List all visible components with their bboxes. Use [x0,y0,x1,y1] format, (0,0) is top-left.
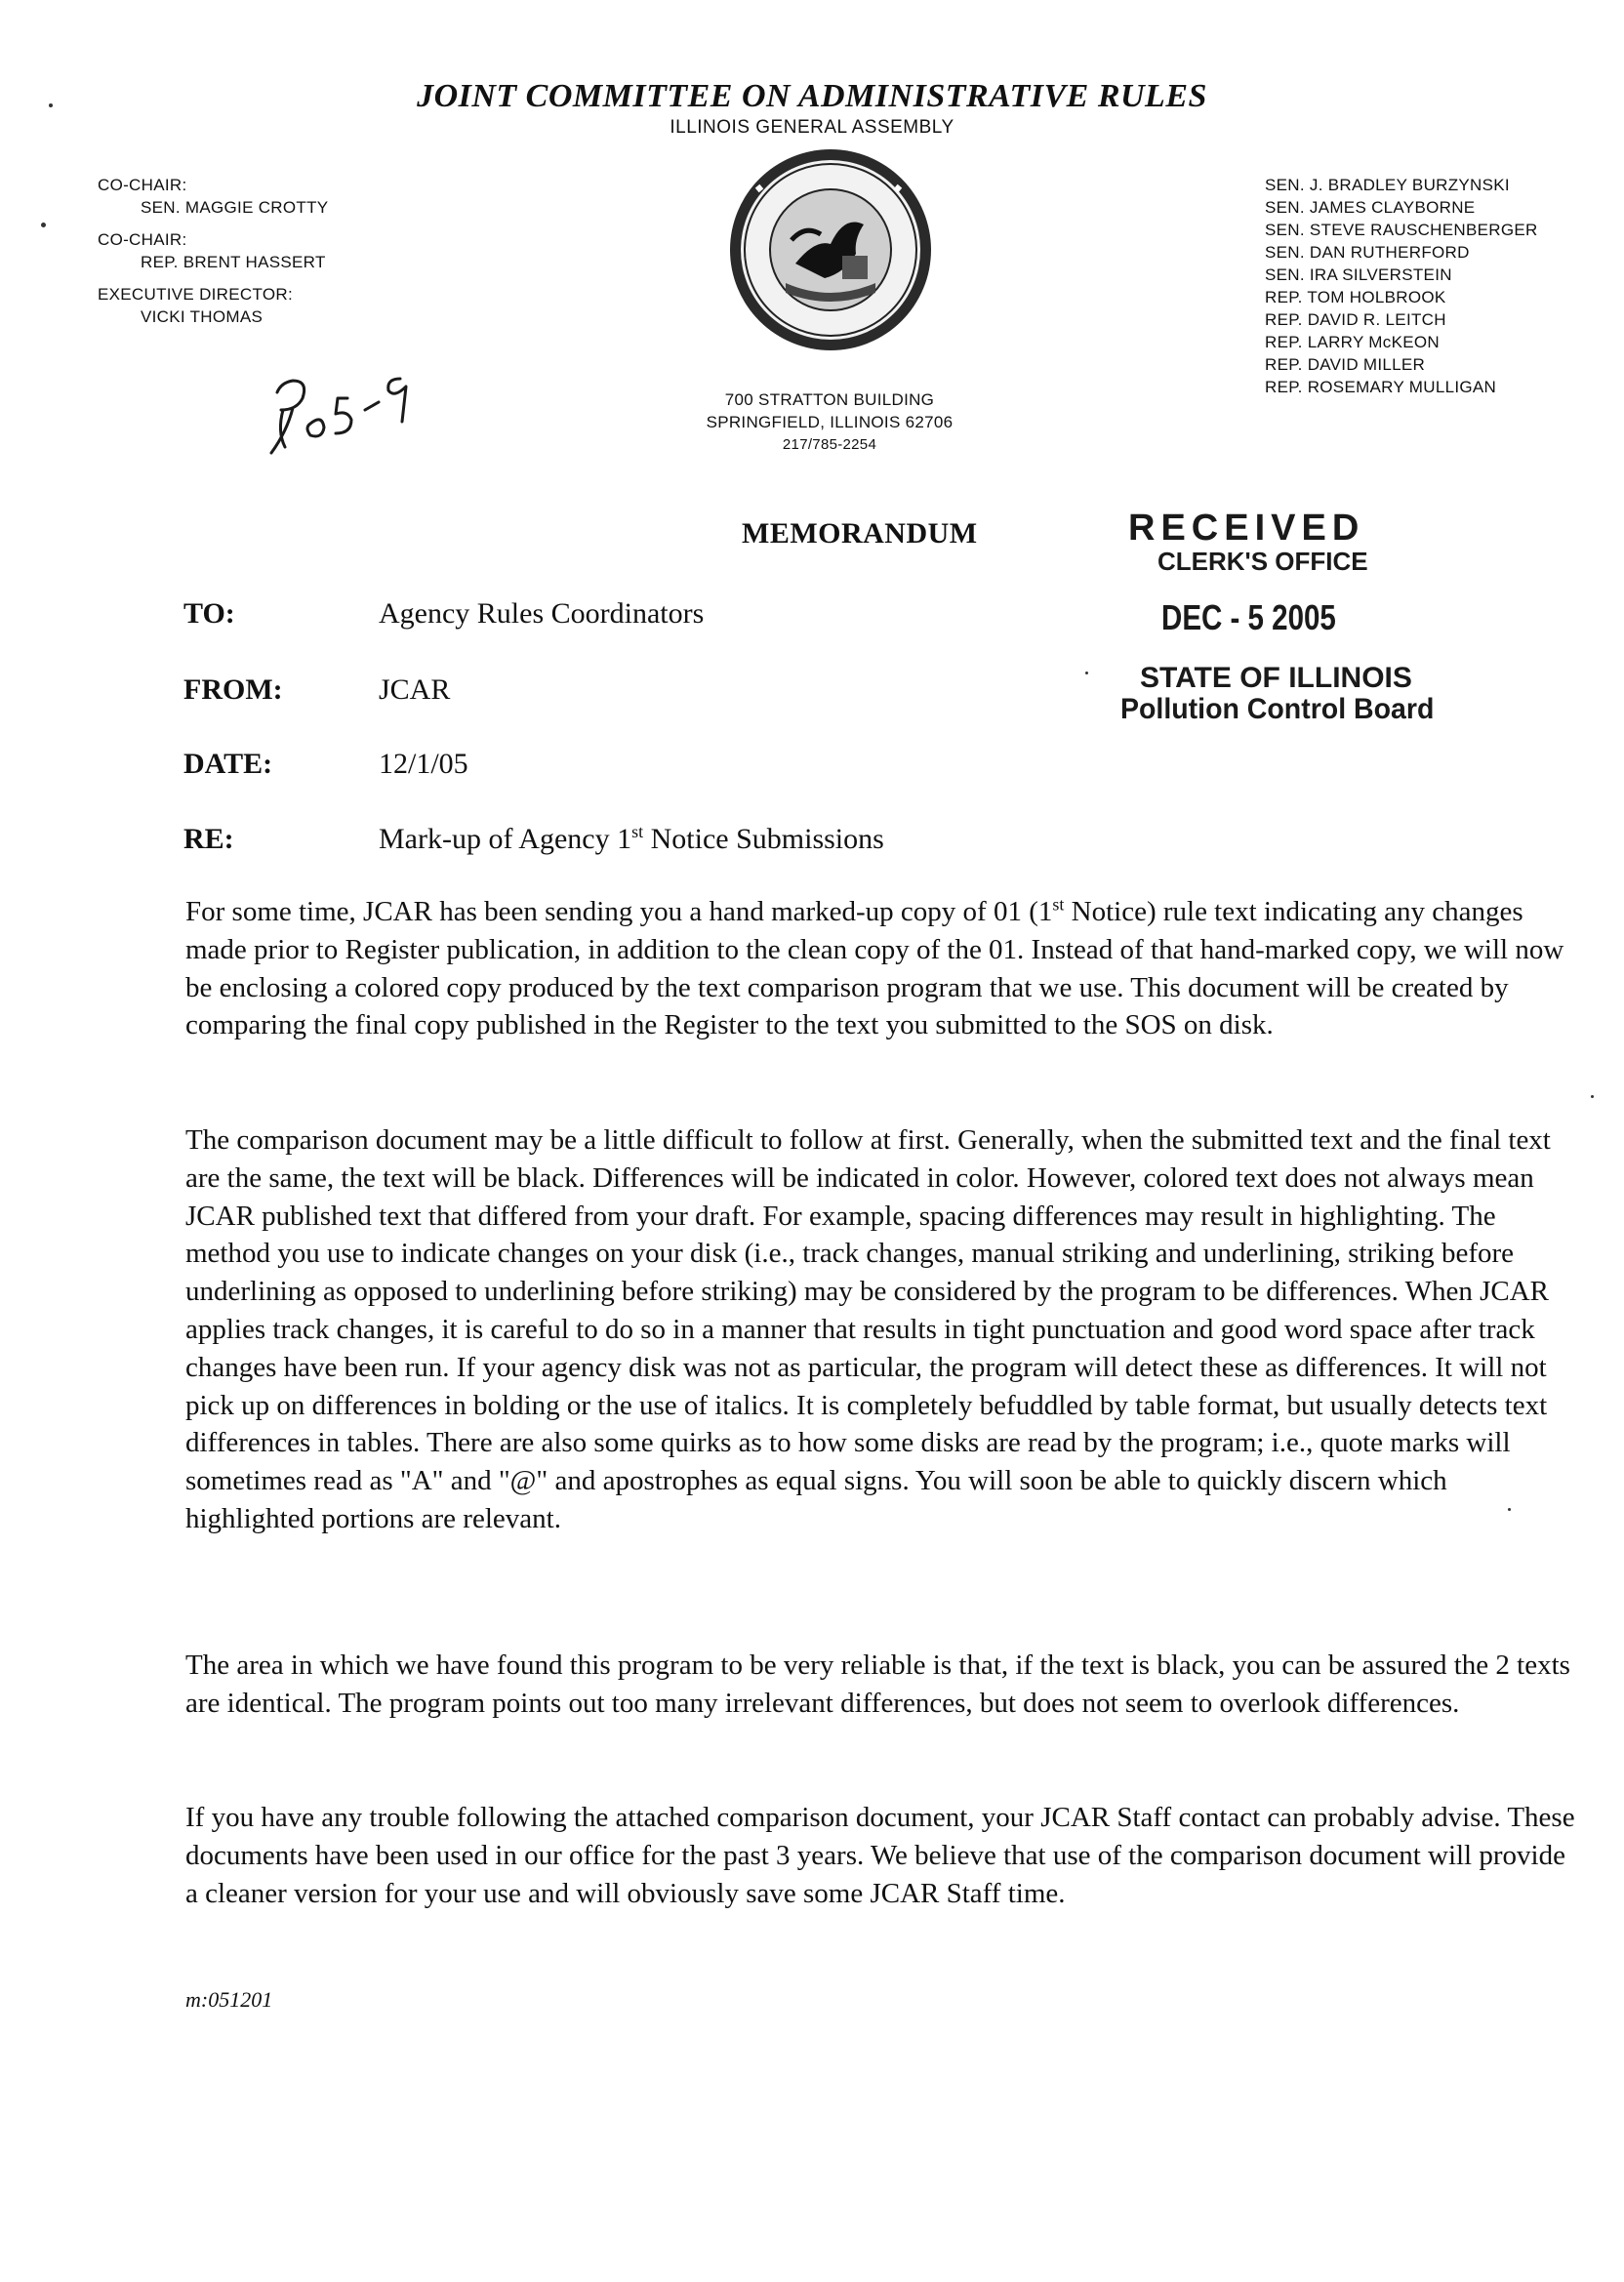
received-stamp [1120,508,1452,732]
state-seal-icon [727,146,934,353]
scan-speck [1508,1508,1511,1511]
member-name: SEN. J. BRADLEY BURZYNSKI [1265,176,1510,194]
stamp-received: RECEIVED [1128,508,1365,549]
stamp-office: CLERK'S OFFICE [1157,547,1368,576]
paragraph-text: Notice) rule text indicating any changes made prior to Register publication, in addition to the clean copy of the 01. Instead of that hand-marked copy, we will now be enclosing a colored copy produced by the text comparison program that we use. This document will be created by comparing the final copy published in the Register to the text you submitted to the SOS on disk. [185,896,1564,1041]
re-text: Mark-up of Agency 1 [379,823,632,855]
paragraph-text: For some time, JCAR has been sending you a hand marked-up copy of 01 (1 [185,896,1053,927]
member-name: REP. DAVID R. LEITCH [1265,310,1446,329]
member-name: REP. DAVID MILLER [1265,355,1426,374]
body-paragraph: The comparison document may be a little difficult to follow at first. Generally, when the submitted text and the final text are the same, the text will be black. Differences will be indicated in color. However, colored text does not always mean JCAR published text that differed from your draft. For example, spacing differences may result in highlighting. The method you use to indicate changes on your disk (i.e., track changes, manual striking and underlining, striking before underlining as opposed to underlining before striking) may be considered by the program to be differences. When JCAR applies track changes, it is careful to do so in a manner that results in tight punctuation and good word space after track changes have been run. If your agency disk was not as particular, the program will detect these as differences. It will not pick up on differences in bolding or the use of italics. It is completely befuddled by table format, but usually detects text differences in tables. There are also some quirks as to how some disks are read by the program; i.e., quote marks will sometimes read as "A" and "@" and apostrophes as equal signs. You will soon be able to quickly discern which highlighted portions are relevant. [185,1124,1551,1534]
memo-reference: m:051201 [185,1987,273,2012]
member-name: REP. LARRY McKEON [1265,333,1440,351]
scan-speck [41,223,46,227]
body-paragraph [185,893,1581,1044]
stamp-board: Pollution Control Board [1120,693,1435,725]
members-list [1265,174,1538,398]
scan-speck [1085,672,1088,674]
date-value: 12/1/05 [379,748,468,780]
member-name: SEN. JAMES CLAYBORNE [1265,198,1476,217]
committee-address [673,388,986,456]
re-ordinal: st [631,822,644,841]
stamp-date: DEC - 5 2005 [1161,597,1336,637]
member-name: SEN. STEVE RAUSCHENBERGER [1265,221,1538,239]
officer-label: CO-CHAIR: [98,176,187,194]
committee-title: JOINT COMMITTEE ON ADMINISTRATIVE RULES [417,78,1207,114]
from-label: FROM: [183,673,283,706]
body-paragraph: If you have any trouble following the attached comparison document, your JCAR Staff contact can probably advise. These documents have been used in our office for the past 3 years. We believe that use of the comparison document will provide a cleaner version for your use and will obviously save some JCAR Staff time. [185,1802,1575,1909]
member-name: REP. ROSEMARY MULLIGAN [1265,378,1497,396]
officer-name: VICKI THOMAS [141,307,264,326]
from-value: JCAR [379,673,451,706]
officer-name: REP. BRENT HASSERT [141,253,326,271]
address-city: SPRINGFIELD, ILLINOIS 62706 [706,413,954,431]
paragraph-ordinal: st [1052,894,1065,915]
address-phone: 217/785-2254 [782,436,877,453]
memo-heading: MEMORANDUM [742,517,978,550]
assembly-subtitle: ILLINOIS GENERAL ASSEMBLY [670,117,954,138]
scan-speck [1591,1095,1594,1098]
handwritten-docket-note [264,363,459,470]
date-label: DATE: [183,748,273,780]
officer-label: CO-CHAIR: [98,230,187,249]
to-value: Agency Rules Coordinators [379,597,705,630]
scan-speck [49,103,53,107]
re-text-end: Notice Submissions [643,823,884,855]
member-name: SEN. DAN RUTHERFORD [1265,243,1470,262]
stamp-state: STATE OF ILLINOIS [1140,662,1412,694]
to-label: TO: [183,597,235,630]
re-label: RE: [183,823,234,855]
officer-label: EXECUTIVE DIRECTOR: [98,285,293,304]
body-paragraph: The area in which we have found this program to be very reliable is that, if the text is black, you can be assured the 2 texts are identical. The program points out too many irrelevant differences, but does not seem to overlook differences. [185,1650,1570,1719]
member-name: SEN. IRA SILVERSTEIN [1265,265,1452,284]
re-value [379,823,884,856]
officer-name: SEN. MAGGIE CROTTY [141,198,329,217]
address-street: 700 STRATTON BUILDING [724,390,935,409]
officers-list [98,174,328,328]
member-name: REP. TOM HOLBROOK [1265,288,1446,306]
